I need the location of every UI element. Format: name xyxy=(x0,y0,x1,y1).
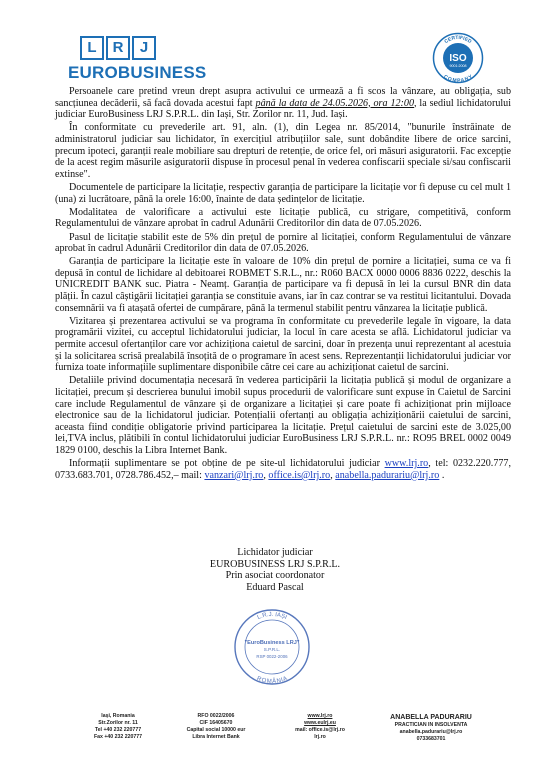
paragraph-visits: Vizitarea și prezentarea activului se va programa în conformitate cu prevederile legale în vigoare, la data programării vizitei, cu acceptul lichidatorului judiciar, la locul în care acesta se află. Lichidatorul judiciar va permite accesul ofertanților care vor achiziționa caietul de sarcini, doar în prezența unui reprezentant al acestuia și la solicitarea scrisă prealabilă însoțită de o programare în acest sens. Reprezentanții lichidatorului judiciar vor furniza toate informațiile suplimentare disponibile către cei care au achiziționat caietul de sarcini. xyxy=(55,315,511,374)
footer-email-link[interactable]: mail: office.is@lrj.ro xyxy=(295,727,345,733)
document-body xyxy=(55,86,511,483)
footer-line: RFO 0022/2006 xyxy=(197,713,235,719)
paragraph-guarantee: Garanția de participare la licitație este în valoare de 10% din prețul de pornire a licitației, suma ce va fi depusă în contul de lichidare al debitoarei ROBMET S.R.L., nr.: R060 BACX 0000 0006 8836 0222, deschis la UNICREDIT BANK suc. Piatra - Neamț. Garanția de participare va fi depusă în lei la cursul BNR din data plății. În cazul câștigării licitației garanția se constituie avans, iar în caz contrar se va restitui licitantului. Dovada consemnării va fi atașată ofertei de cumpărare, până la termenul stabilit pentru vânzarea la licitație publică. xyxy=(55,256,511,314)
iso-center-text: ISO xyxy=(449,53,467,64)
email-link-office[interactable]: office.is@lrj.ro xyxy=(268,469,331,481)
logo-letter-r: R xyxy=(106,36,130,60)
stamp-sub-text: S.P.R.L. xyxy=(263,647,281,652)
footer-website-link[interactable]: www.eulrj.eu xyxy=(304,720,336,726)
footer-line: PRACTICIAN IN INSOLVENTA xyxy=(394,722,468,728)
footer-line: Iași, Romania xyxy=(101,713,135,719)
footer-line: lrj.ro xyxy=(314,734,326,740)
text: , xyxy=(330,469,336,481)
company-stamp-icon xyxy=(232,607,312,687)
paragraph-bid-step: Pasul de licitație stabilit este de 5% din prețul de pornire al licitației, conform Regulamentului de vânzare aprobat în cadrul Adunării Creditorilor din data de 07.05.2026. xyxy=(55,231,511,255)
signature-company: EUROBUSINESS LRJ S.P.R.L. xyxy=(209,558,341,570)
svg-text:COMPANY xyxy=(442,73,474,84)
footer-practitioner xyxy=(376,713,486,743)
email-link-anabella[interactable]: anabella.padurariu@lrj.ro xyxy=(335,469,440,481)
paragraph-documents: Documentele de participare la licitație, respectiv garanția de participare la licitație vor fi depuse cu cel mult 1 (una) zi lucrătoare, până la orele 16:00, înainte de data ședințelor de licitație. xyxy=(55,181,511,205)
stamp-top-text: L.R.J. IAȘI xyxy=(256,611,288,622)
practitioner-name: ANABELLA PADURARIU xyxy=(390,714,472,721)
email-link-vanzari[interactable]: vanzari@lrj.ro xyxy=(204,469,264,481)
text: , la sediul lichidatorului judiciar EuroBusiness LRJ S.P.R.L. din Iași, Str. Zorilor nr. 11, Jud. Iași. xyxy=(55,97,512,121)
text: , xyxy=(263,469,269,481)
text: Persoanele care pretind vreun drept asupra activului ce urmează a fi scos la vânzare, au obligația, sub sancțiunea decăderii, să facă dovada acestui fapt xyxy=(55,86,511,109)
footer-line: Libra Internet Bank xyxy=(192,734,240,740)
footer-line: 0733683701 xyxy=(416,736,446,742)
iso-certified-badge-icon xyxy=(432,32,484,84)
stamp-bottom-text: ROMÂNIA xyxy=(255,675,289,686)
paragraph-legal-article: În conformitate cu prevederile art. 91, aln. (1), din Legea nr. 85/2014, "bunurile înstrăinate de administratorul judiciar sau lichidator, în exercițiul atribuțiilor sale, sunt dobândite libere de orice sarcini, precum ipoteci, garanții reale mobiliare sau drepturi de retenție, de orice fel, ori măsuri asiguratorii. Fac excepție de la acest regim măsurile asiguratorii dispuse în procesul penal în vederea confiscarii speciale si/sau confiscarii extinse". xyxy=(55,122,511,180)
footer-web xyxy=(280,713,360,741)
signature-role: Lichidator judiciar xyxy=(237,547,313,558)
logo-letter-j: J xyxy=(132,36,156,60)
text: , tel: 0232.220.777, 0733.683.701, 0728.786.452,– mail: xyxy=(55,458,511,481)
deadline-text: până la data de 24.05.2026, ora 12:00 xyxy=(255,97,414,109)
signature-name: Eduard Pascal xyxy=(246,581,304,593)
footer-line: Str.Zorilor nr. 11 xyxy=(98,720,138,726)
logo-text: EUROBUSINESS xyxy=(68,63,207,82)
iso-top-text: CERTIFIED xyxy=(443,34,473,46)
logo-letters xyxy=(80,36,178,60)
website-link[interactable]: www.lrj.ro xyxy=(384,458,429,470)
paragraph-contact xyxy=(55,458,511,481)
company-logo xyxy=(68,36,207,83)
paragraph-auction-method: Modalitatea de valorificare a activului este licitație publică, cu strigare, competitivă, conform Regulamentului de vânzare aprobat în cadrul Adunării Creditorilor din data de 07.05.2026. xyxy=(55,206,511,230)
footer-registration xyxy=(176,713,256,741)
footer-line: Capital social 10000 eur xyxy=(186,727,246,733)
signature-capacity: Prin asociat coordonator xyxy=(225,570,325,582)
text: Informații suplimentare se pot obține de pe site-ul lichidatorului judiciar xyxy=(69,458,385,470)
footer-email-link[interactable]: anabella.padurariu@lrj.ro xyxy=(399,729,463,735)
paragraph-documentation: Detaliile privind documentația necesară în vederea participării la licitația publică și modul de organizare a licitației, precum și descrierea bunului imobil supus procedurii de valorificare sunt expuse în Caietul de Sarcini care include Regulamentul de vânzare și de organizare a licitației și care poate fi achiziționat prin mijloace electronice sau de la lichidatorul judiciar. Potențialii ofertanți au obligația achiziționării caietului de sarcini, aceasta fiind condiție obligatorie privind participarea la licitație. Prețul caietului de sarcini este de 3.025,00 lei,TVA inclus, plătibili în contul lichidatorului judiciar EuroBusiness LRJ S.P.R.L. nr.: RO95 BREL 0002 0049 1829 0100, deschis la Libra Internet Bank. xyxy=(55,375,511,456)
footer-line: CIF 16405670 xyxy=(199,720,233,726)
text: . xyxy=(439,469,445,481)
footer-address xyxy=(78,713,158,741)
page-footer xyxy=(0,713,550,773)
footer-website-link[interactable]: www.lrj.ro xyxy=(307,713,333,719)
footer-line: Fax +40 232 220777 xyxy=(93,734,143,740)
iso-bottom-text: COMPANY xyxy=(442,73,474,84)
stamp-center-text: "EuroBusiness LRJ" xyxy=(244,640,300,646)
iso-sub-text: 9001:2008 xyxy=(449,64,467,68)
paragraph-rights-claims xyxy=(55,86,511,121)
footer-line: Tel +40 232 220777 xyxy=(94,727,142,733)
stamp-code-text: RSP 0022-2006 xyxy=(256,654,288,659)
signature-block xyxy=(0,547,550,593)
logo-letter-l: L xyxy=(80,36,104,60)
